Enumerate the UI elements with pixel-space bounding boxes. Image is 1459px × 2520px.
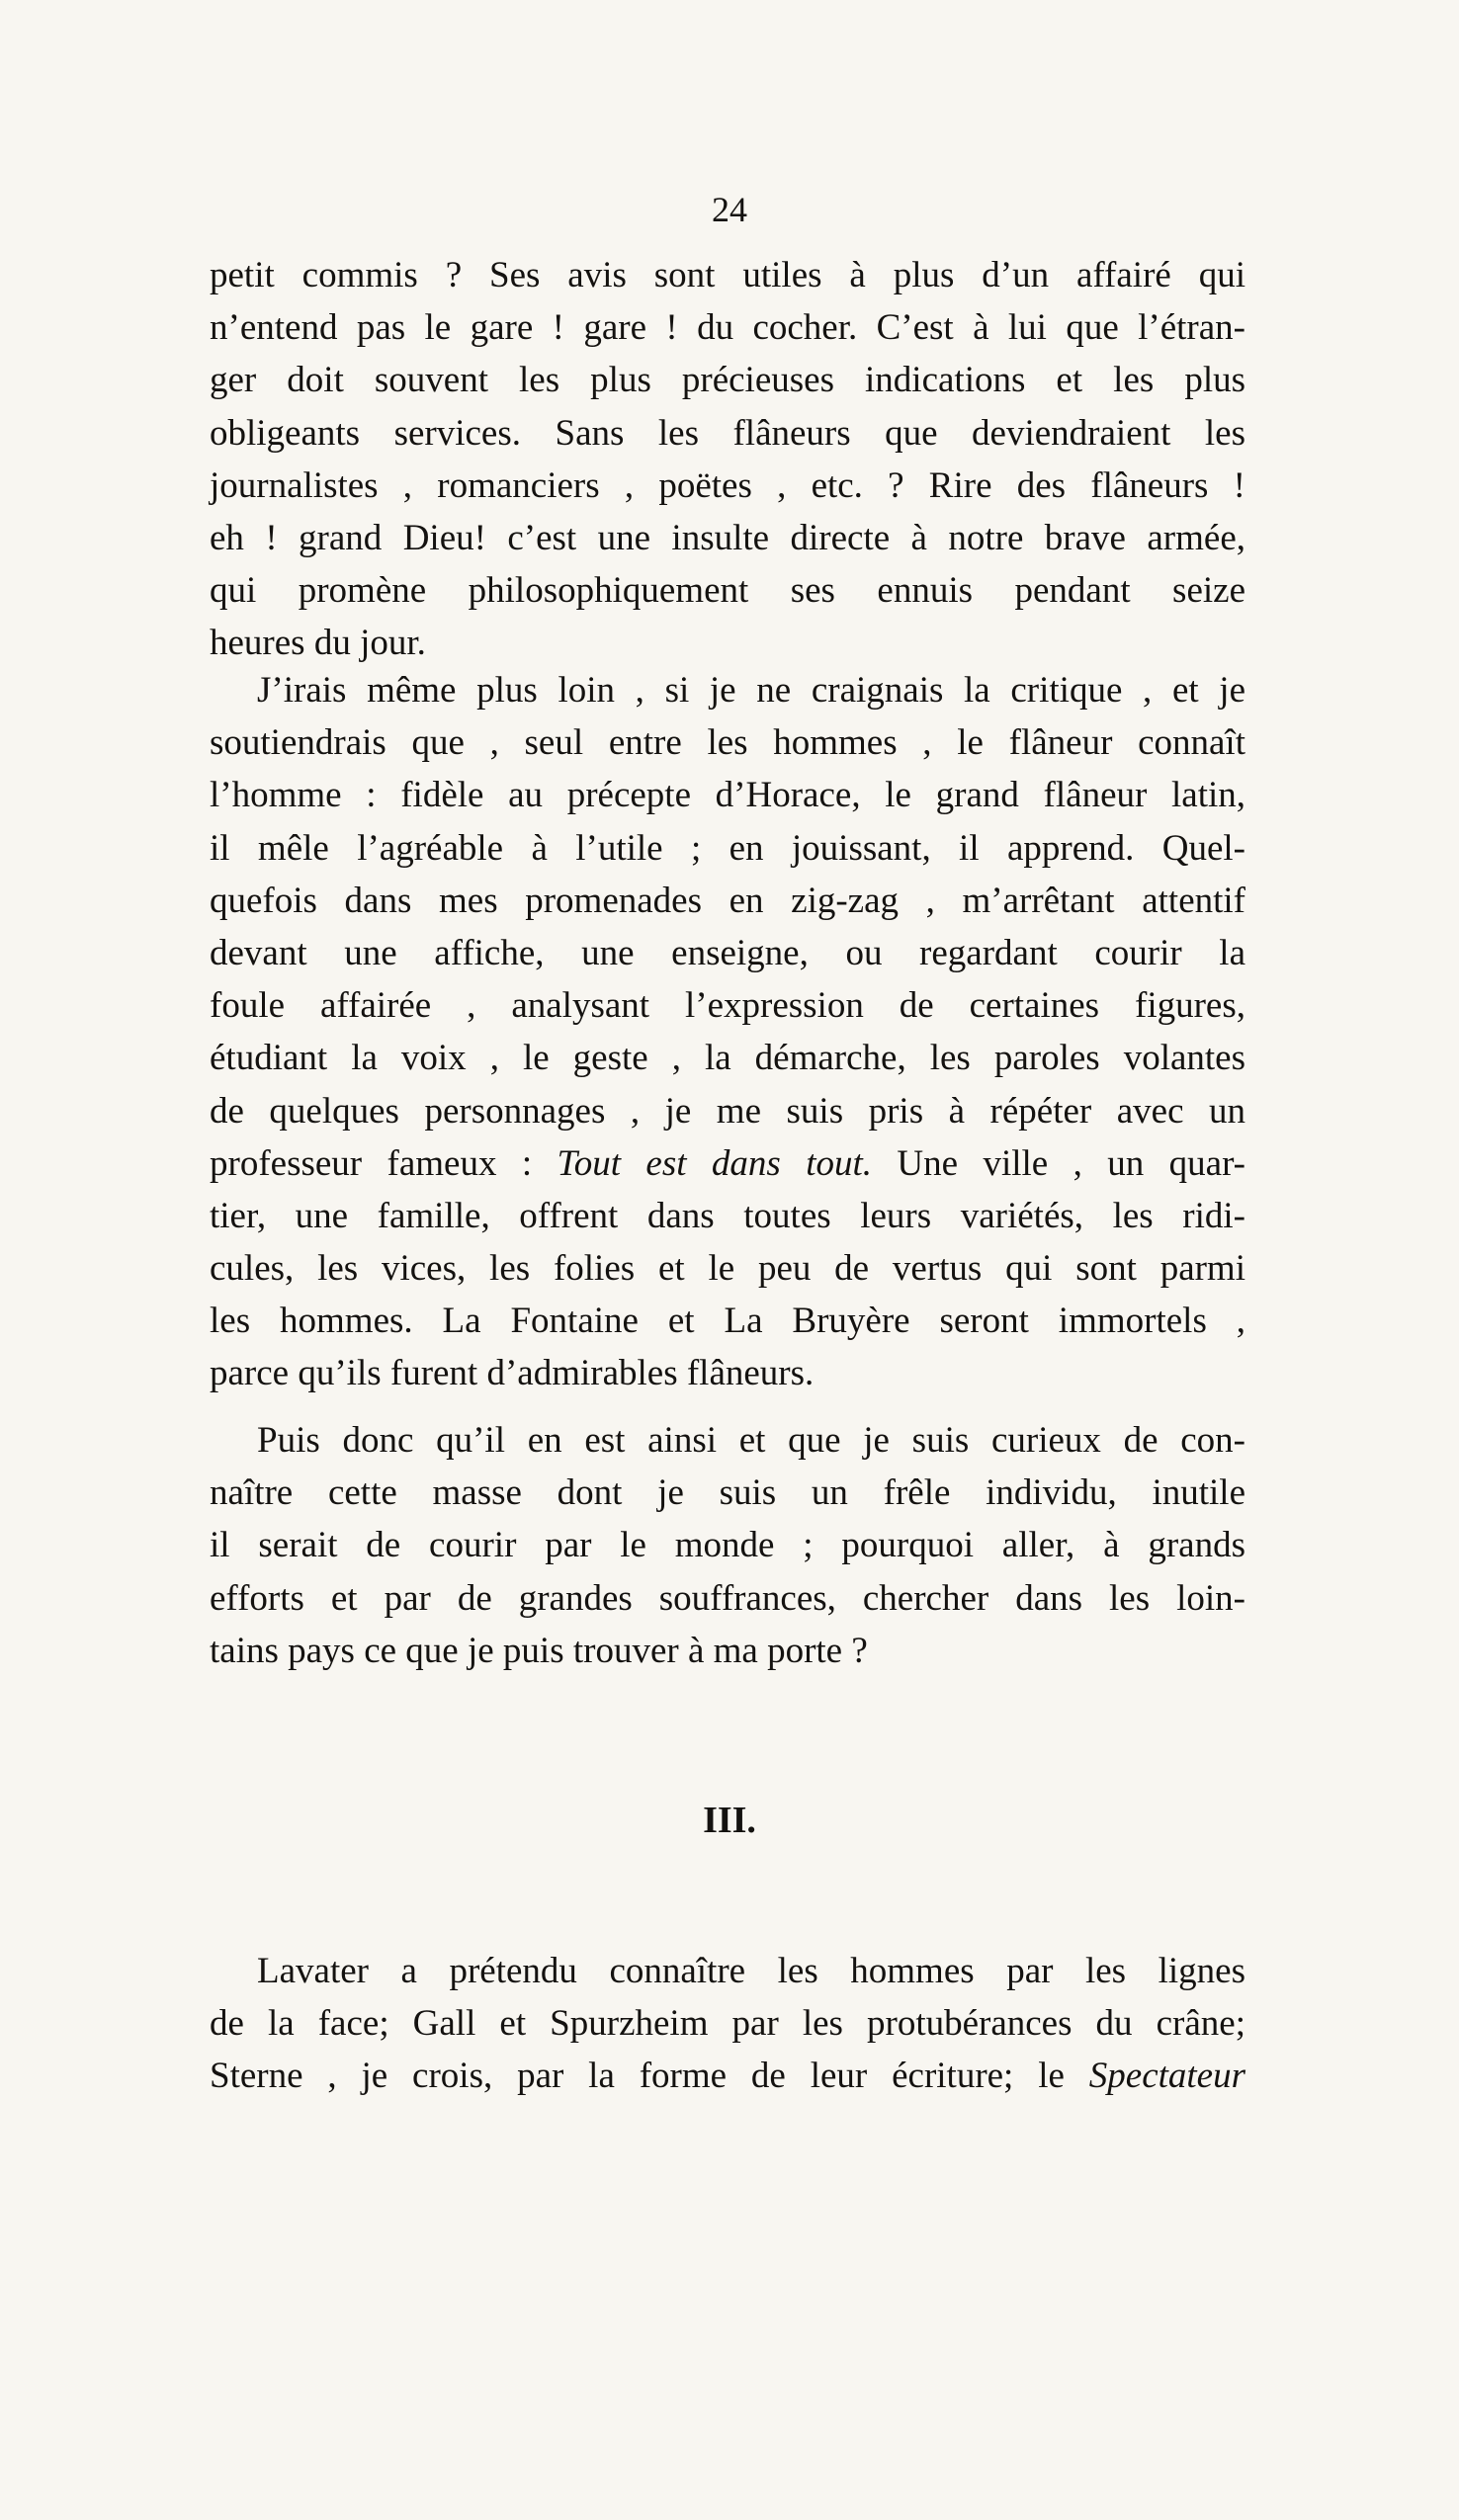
paragraph-1: [210, 249, 1245, 670]
text-line: il mêle l’agréable à l’utile ; en jouissant, il apprend. Quel-: [210, 827, 1245, 869]
text-line: soutiendrais que , seul entre les hommes , le flâneur connaît: [210, 722, 1245, 764]
text-line: parce qu’ils furent d’admirables flâneurs.: [210, 1353, 815, 1394]
text-line: [210, 2050, 1245, 2102]
text-line: Lavater a prétendu connaître les hommes par les lignes: [257, 1951, 1245, 1991]
text-line: quefois dans mes promenades en zig-zag , m’arrêtant attentif: [210, 880, 1245, 921]
text-line: tier, une famille, offrent dans toutes leurs variétés, les ridi-: [210, 1195, 1245, 1236]
text-line: les hommes. La Fontaine et La Bruyère seront immortels ,: [210, 1301, 1245, 1342]
text-line: foule affairée , analysant l’expression de certaines figures,: [210, 985, 1245, 1027]
paragraph-2: [210, 664, 1245, 1400]
text-line: de quelques personnages , je me suis pris à répéter avec un: [210, 1090, 1245, 1132]
text-line: journalistes , romanciers , poëtes , etc. ? Rire des flâneurs !: [210, 464, 1245, 506]
paragraph-3: [210, 1414, 1245, 1677]
text-line: ger doit souvent les plus précieuses indications et les plus: [210, 360, 1245, 401]
page-number: 24: [712, 190, 747, 229]
text-line: de la face; Gall et Spurzheim par les protubérances du crâne;: [210, 2003, 1245, 2045]
text-line: cules, les vices, les folies et le peu de vertus qui sont parmi: [210, 1248, 1245, 1290]
text-line: petit commis ? Ses avis sont utiles à plus d’un affairé qui: [210, 255, 1245, 295]
text-line: naître cette masse dont je suis un frêle individu, inutile: [210, 1472, 1245, 1514]
italic-quote: Tout est dans tout.: [557, 1142, 872, 1184]
text-segment: Sterne , je crois, par la forme de leur écriture; le: [210, 2056, 1089, 2097]
text-line: Puis donc qu’il en est ainsi et que je suis curieux de con-: [257, 1420, 1245, 1461]
text-line: il serait de courir par le monde ; pourquoi aller, à grands: [210, 1525, 1245, 1566]
text-line: n’entend pas le gare ! gare ! du cocher. C’est à lui que l’étran-: [210, 307, 1245, 349]
text-segment: Une ville , un quar-: [872, 1142, 1245, 1184]
text-line: efforts et par de grandes souffrances, chercher dans les loin-: [210, 1577, 1245, 1619]
text-segment: professeur fameux :: [210, 1142, 558, 1184]
text-line: l’homme : fidèle au précepte d’Horace, le grand flâneur latin,: [210, 775, 1245, 816]
text-line: eh ! grand Dieu! c’est une insulte directe à notre brave armée,: [210, 517, 1245, 558]
text-line: heures du jour.: [210, 623, 426, 664]
text-line: obligeants services. Sans les flâneurs que deviendraient les: [210, 412, 1245, 454]
text-line: J’irais même plus loin , si je ne craignais la critique , et je: [257, 670, 1245, 711]
section-paragraph: [210, 1945, 1245, 2103]
text-line: qui promène philosophiquement ses ennuis pendant seize: [210, 570, 1245, 612]
section-heading: III.: [703, 1800, 756, 1841]
text-line: tains pays ce que je puis trouver à ma porte ?: [210, 1630, 868, 1671]
text-line: devant une affiche, une enseigne, ou regardant courir la: [210, 932, 1245, 973]
italic-title: Spectateur: [1088, 2056, 1245, 2097]
text-line: étudiant la voix , le geste , la démarche, les paroles volantes: [210, 1038, 1245, 1079]
text-line: [210, 1137, 1245, 1190]
